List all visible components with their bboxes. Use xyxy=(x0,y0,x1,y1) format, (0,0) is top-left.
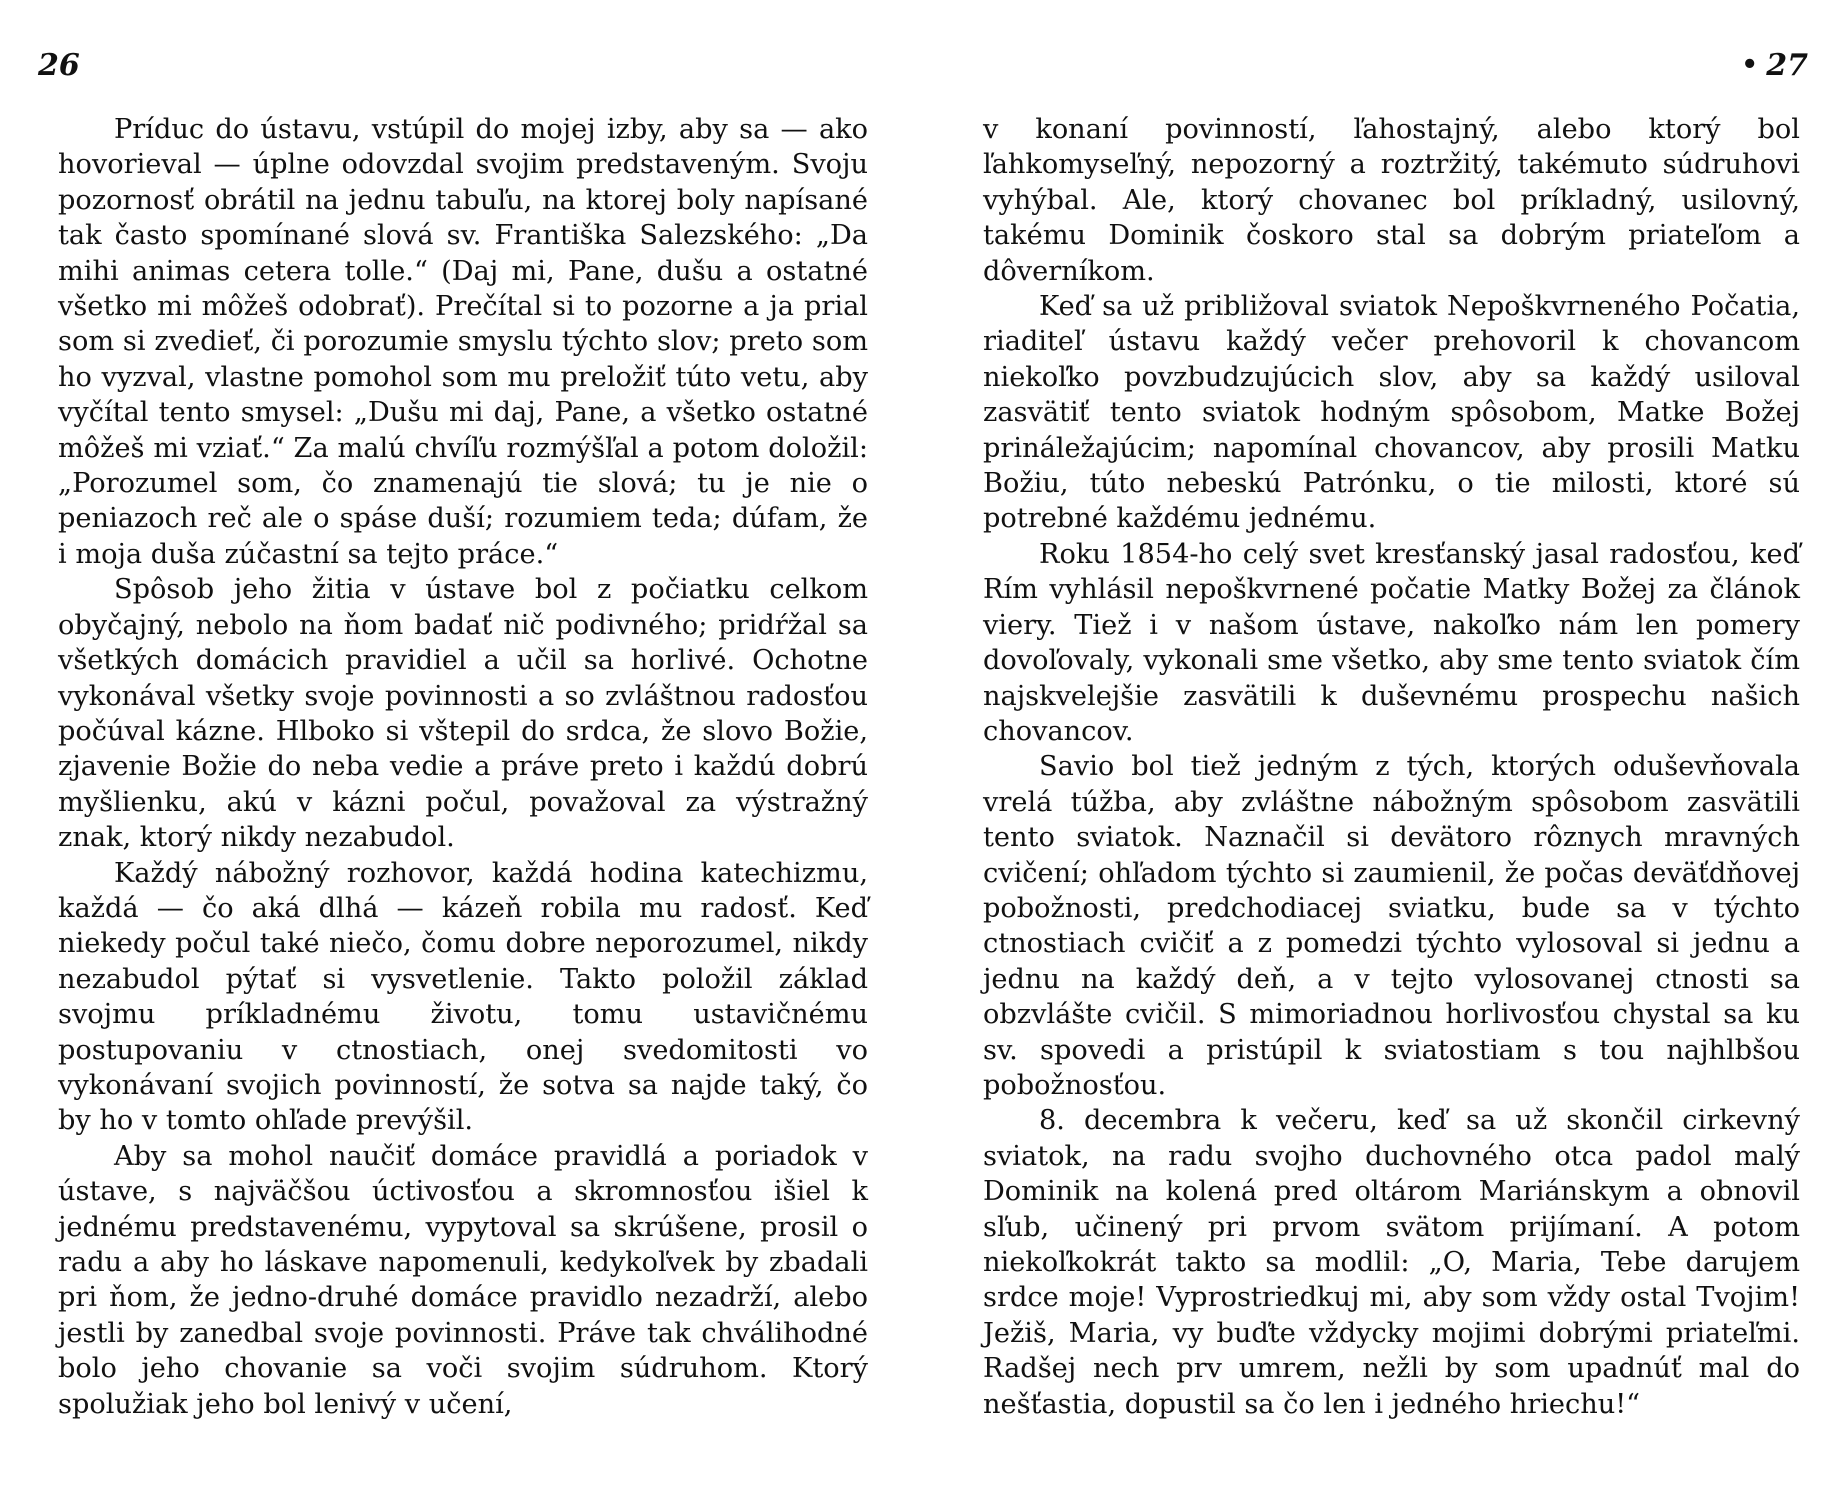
paragraph: Keď sa už približoval sviatok Nepoškvrneného Počatia, riaditeľ ústavu každý večer prehovoril k chovancom niekoľko povzbudzujúcich slov, aby sa každý usiloval zasvätiť tento sviatok hodným spôsobom, Matke Božej prináležajúcim; napomínal chovancov, aby prosili Matku Božiu, túto nebeskú Patrónku, o tie milosti, ktoré sú potrebné každému jednému. xyxy=(983,291,1800,535)
right-page-text xyxy=(983,112,1800,1422)
left-page-text xyxy=(58,112,868,1422)
paragraph: Príduc do ústavu, vstúpil do mojej izby, aby sa — ako hovorieval — úplne odovzdal svojim predstaveným. Svoju pozornosť obrátil na jednu tabuľu, na ktorej boly napísané tak často spomínané slová sv. Františka Salezského: „Da mihi animas cetera tolle.“ (Daj mi, Pane, dušu a ostatné všetko mi môžeš odobrať). Prečítal si to pozorne a ja prial som si zvedieť, či porozumie smyslu týchto slov; preto som ho vyzval, vlastne pomohol som mu preložiť túto vetu, aby vyčítal tento smysel: „Dušu mi daj, Pane, a všetko ostatné môžeš mi vziať.“ Za malú chvíľu rozmýšľal a potom doložil: „Porozumel som, čo znamenajú tie slová; tu je nie o peniazoch reč ale o spáse duší; rozumiem teda; dúfam, že i moja duša zúčastní sa tejto práce.“ xyxy=(58,114,868,570)
paragraph: Roku 1854-ho celý svet kresťanský jasal radosťou, keď Rím vyhlásil nepoškvrnené počatie Matky Božej za článok viery. Tiež i v našom ústave, nakoľko nám len pomery dovoľovaly, vykonali sme všetko, aby sme tento sviatok čím najskvelejšie zasvätili k duševnému prospechu našich chovancov. xyxy=(983,538,1800,747)
paragraph: Savio bol tiež jedným z tých, ktorých oduševňovala vrelá túžba, aby zvláštne nábožným spôsobom zasvätili tento sviatok. Naznačil si devätoro rôznych mravných cvičení; ohľadom týchto si zaumienil, že počas deväťdňovej pobožnosti, predchodiacej sviatku, bude sa v týchto ctnostiach cvičiť a z pomedzi týchto vylosoval si jednu a jednu na každý deň, a v tejto vylosovanej ctnosti sa obzvlášte cvičil. S mimoriadnou horlivosťou chystal sa ku sv. spovedi a pristúpil k sviatostiam s tou najhlbšou pobožnosťou. xyxy=(983,751,1800,1101)
page-mark: • xyxy=(1741,50,1758,80)
right-page xyxy=(923,0,1846,1500)
page-number: 26 xyxy=(38,48,80,83)
paragraph: Spôsob jeho žitia v ústave bol z počiatku celkom obyčajný, nebolo na ňom badať nič podivného; pridŕžal sa všetkých domácich pravidiel a učil sa horlivé. Ochotne vykonával všetky svoje povinnosti a so zvláštnou radosťou počúval kázne. Hlboko si vštepil do srdca, že slovo Božie, zjavenie Božie do neba vedie a práve preto i každú dobrú myšlienku, akú v kázni počul, považoval za výstražný znak, ktorý nikdy nezabudol. xyxy=(58,574,868,854)
paragraph: Každý nábožný rozhovor, každá hodina katechizmu, každá — čo aká dlhá — kázeň robila mu radosť. Keď niekedy počul také niečo, čomu dobre neporozumel, nikdy nezabudol pýtať si vysvetlenie. Takto položil základ svojmu príkladnému životu, tomu ustavičnému postupovaniu v ctnostiach, onej svedomitosti vo vykonávaní svojich povinností, že sotva sa najde taký, čo by ho v tomto ohľade prevýšil. xyxy=(58,857,868,1137)
paragraph: Aby sa mohol naučiť domáce pravidlá a poriadok v ústave, s najväčšou úctivosťou a skromnosťou išiel k jednému predstavenému, vypytoval sa skrúšene, prosil o radu a aby ho láskave napomenuli, kedykoľvek by zbadali pri ňom, že jedno-druhé domáce pravidlo nezadrží, alebo jestli by zanedbal svoje povinnosti. Práve tak chválihodné bolo jeho chovanie sa voči svojim súdruhom. Ktorý spolužiak jeho bol lenivý v učení, xyxy=(58,1140,868,1420)
page-number: 27 xyxy=(1766,48,1808,83)
continued-paragraph: v konaní povinností, ľahostajný, alebo ktorý bol ľahkomyseľný, nepozorný a roztržitý, takémuto súdruhovi vyhýbal. Ale, ktorý chovanec bol príkladný, usilovný, takému Dominik čoskoro stal sa dobrým priateľom a dôverníkom. xyxy=(983,114,1800,287)
paragraph: 8. decembra k večeru, keď sa už skončil cirkevný sviatok, na radu svojho duchovného otca padol malý Dominik na kolená pred oltárom Mariánskym a obnovil sľub, učinený pri prvom svätom prijímaní. A potom niekoľkokrát takto sa modlil: „O, Maria, Tebe darujem srdce moje! Vyprostriedkuj mi, aby som vždy ostal Tvojim! Ježiš, Maria, vy buďte vždycky mojimi dobrými priateľmi. Radšej nech prv umrem, nežli by som upadnúť mal do nešťastia, dopustil sa čo len i jedného hriechu!“ xyxy=(983,1105,1800,1420)
